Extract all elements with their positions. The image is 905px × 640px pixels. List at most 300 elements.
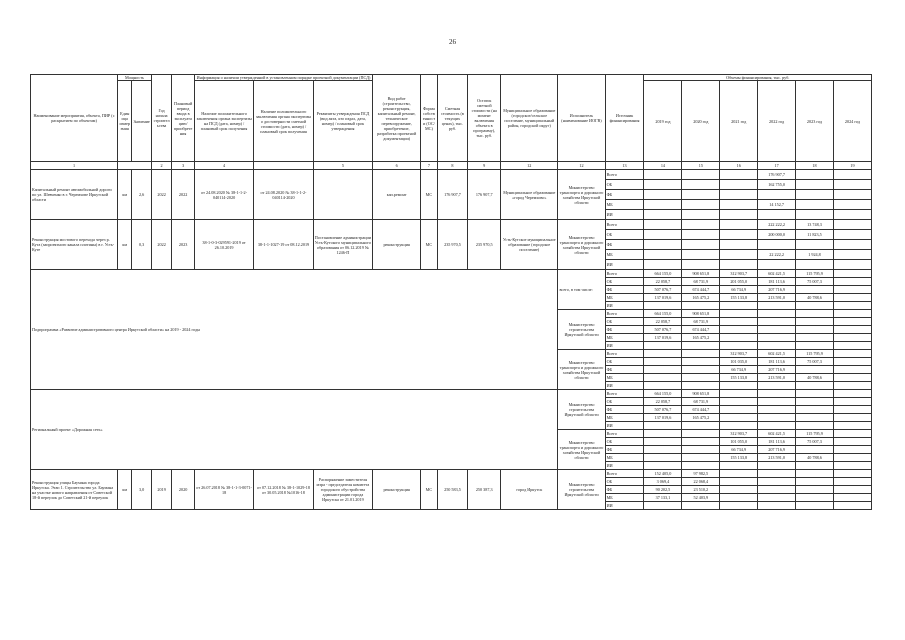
source-cell: ОБ [605, 398, 644, 406]
value-cell [720, 398, 758, 406]
object-municipality: Усть-Кутское муниципальное образование (городское поселение) [501, 220, 558, 270]
value-cell [796, 478, 834, 486]
value-cell: 75 007,3 [796, 358, 834, 366]
value-cell [644, 366, 682, 374]
object-name: Реконструкция улицы Баумана города Иркутска. Этап 1. Строительство ул. Баумана на участке нового направления от Советской 18-й переулок до Советский 21-й переулок [31, 470, 118, 510]
header-positive-concl: Наличие положительного заключения органа экспертизы на ПСД (дата, номер) / плановый срок получения [194, 81, 253, 162]
header-executor: Исполнитель (наименование ИОГВ) [558, 75, 605, 162]
value-cell: 222 222,2 [758, 220, 796, 230]
value-cell [682, 180, 720, 190]
value-cell: 13 748,3 [796, 220, 834, 230]
value-cell: 137 019,6 [644, 414, 682, 422]
regional-project-name: Региональный проект «Дорожная сеть» [31, 390, 558, 470]
value-cell: 312 903,7 [720, 270, 758, 278]
source-cell: МБ [605, 250, 644, 260]
value-cell [682, 502, 720, 510]
value-cell [796, 422, 834, 430]
value-cell [720, 502, 758, 510]
value-cell [833, 454, 871, 462]
col-num: 12 [558, 162, 605, 170]
object-est-cost: 250 583,5 [437, 470, 468, 510]
value-cell [833, 414, 871, 422]
value-cell [833, 438, 871, 446]
value-cell: 40 788,6 [796, 294, 834, 302]
value-cell: 507 076,7 [644, 286, 682, 294]
col-num: 15 [682, 162, 720, 170]
subprogram-name: Подпрограмма «Развитие административного центра Иркутской области» на 2019 - 2024 годы [31, 270, 558, 390]
source-cell: Всего [605, 270, 644, 278]
value-cell [644, 342, 682, 350]
value-cell [833, 334, 871, 342]
header-work-type: Вид работ (строительство, реконструкция, капитальный ремонт, техническое перевооружение, приобретение, разработка проектной документации) [373, 75, 421, 162]
value-cell: 674 444,7 [682, 286, 720, 294]
value-cell [833, 318, 871, 326]
object-executor: Министерство транспорта и дорожного хозяйства Иркутской области [558, 220, 605, 270]
col-num: 18 [796, 162, 834, 170]
value-cell [796, 366, 834, 374]
object-work-type: реконструкция [373, 470, 421, 510]
table-row [31, 170, 872, 180]
header-name: Наименование мероприятия, объекта, ПИР (с раскрытием по объектам) [31, 75, 118, 162]
value-cell [644, 358, 682, 366]
col-num: 16 [720, 162, 758, 170]
source-cell: ФБ [605, 366, 644, 374]
value-cell [682, 302, 720, 310]
header-unit: Единица измерения [118, 81, 132, 162]
value-cell [833, 302, 871, 310]
table-row [31, 470, 872, 478]
value-cell [644, 430, 682, 438]
object-unit: км [118, 220, 132, 270]
value-cell [833, 180, 871, 190]
value-cell [720, 334, 758, 342]
source-cell: ИИ [605, 302, 644, 310]
source-cell: МБ [605, 454, 644, 462]
object-plan-year: 2022 [172, 170, 195, 220]
value-cell: 312 903,7 [720, 430, 758, 438]
object-cost-concl: от 24.08.2020 № 38-1-1-2-040114-2020 [254, 170, 313, 220]
header-plan-year: Плановый период ввода в эксплуатацию/приобретения [172, 75, 195, 162]
value-cell [796, 190, 834, 200]
value-cell [833, 358, 871, 366]
value-cell [833, 406, 871, 414]
source-cell: ИИ [605, 462, 644, 470]
value-cell [720, 406, 758, 414]
source-cell: МБ [605, 494, 644, 502]
value-cell [796, 390, 834, 398]
value-cell: 674 444,7 [682, 326, 720, 334]
value-cell [758, 390, 796, 398]
value-cell [682, 374, 720, 382]
value-cell [720, 382, 758, 390]
object-remaining: 235 970,5 [468, 220, 501, 270]
object-details: Распоряжение заместителя мэра - председателя комитета городского обустройства администрации города Иркутска от 21.01.2019 [313, 470, 372, 510]
value-cell [758, 502, 796, 510]
col-num: 17 [758, 162, 796, 170]
value-cell [796, 302, 834, 310]
source-cell: Всего [605, 220, 644, 230]
value-cell [758, 190, 796, 200]
value-cell: 155 133,8 [720, 454, 758, 462]
object-ownership: МС [421, 170, 437, 220]
source-cell: ОБ [605, 278, 644, 286]
value-cell [833, 430, 871, 438]
value-cell [833, 230, 871, 240]
header-year-2022: 2022 год [758, 81, 796, 162]
source-cell: ФБ [605, 406, 644, 414]
header-source: Источник финансирования [605, 75, 644, 162]
value-cell [644, 422, 682, 430]
value-cell: 22 058,7 [644, 278, 682, 286]
value-cell [796, 286, 834, 294]
value-cell [720, 302, 758, 310]
value-cell [644, 374, 682, 382]
financing-table [30, 74, 872, 510]
value-cell: 11 823,5 [796, 230, 834, 240]
col-num: 5 [313, 162, 372, 170]
value-cell [833, 390, 871, 398]
value-cell [758, 210, 796, 220]
value-cell: 115 795,9 [796, 270, 834, 278]
object-plan-year: 2023 [172, 220, 195, 270]
value-cell: 66 734,9 [720, 366, 758, 374]
value-cell: 40 788,6 [796, 454, 834, 462]
object-work-type: кап.ремонт [373, 170, 421, 220]
value-cell [720, 478, 758, 486]
value-cell [644, 180, 682, 190]
value-cell [682, 200, 720, 210]
source-cell: Всего [605, 390, 644, 398]
value-cell: 200 000,0 [758, 230, 796, 240]
value-cell: 207 716,9 [758, 446, 796, 454]
value-cell [758, 382, 796, 390]
value-cell [682, 462, 720, 470]
object-remaining: 176 907,7 [468, 170, 501, 220]
value-cell [682, 422, 720, 430]
value-cell [720, 342, 758, 350]
value-cell [682, 240, 720, 250]
value-cell [720, 190, 758, 200]
object-cost-concl: от 07.12.2018 № 38-1-1029-18 от 30.05.2018 №1016-18 [254, 470, 313, 510]
value-cell [644, 454, 682, 462]
value-cell [758, 406, 796, 414]
value-cell [758, 470, 796, 478]
header-year-2024: 2024 год [833, 81, 871, 162]
value-cell: 3 069,4 [644, 478, 682, 486]
value-cell [758, 422, 796, 430]
source-cell: ИИ [605, 260, 644, 270]
value-cell [644, 230, 682, 240]
value-cell: 101 035,0 [720, 358, 758, 366]
value-cell: 602 421,5 [758, 270, 796, 278]
value-cell [720, 422, 758, 430]
value-cell [720, 230, 758, 240]
value-cell: 213 591,0 [758, 294, 796, 302]
value-cell [758, 486, 796, 494]
value-cell [758, 302, 796, 310]
source-cell: Всего [605, 350, 644, 358]
value-cell: 908 651,8 [682, 390, 720, 398]
object-concl: от 26.07.2018 № 38-1-1-3-0071-18 [194, 470, 253, 510]
value-cell [833, 478, 871, 486]
value-cell [833, 486, 871, 494]
value-cell [796, 446, 834, 454]
source-cell: Всего [605, 470, 644, 478]
value-cell [833, 494, 871, 502]
value-cell [758, 310, 796, 318]
value-cell [758, 494, 796, 502]
object-executor: Министерство транспорта и дорожного хозяйства Иркутской области [558, 170, 605, 220]
value-cell [796, 200, 834, 210]
col-num: 13 [605, 162, 644, 170]
value-cell: 52 403,9 [682, 494, 720, 502]
header-est-cost: Сметная стоимость (в текущих ценах), тыс. руб. [437, 75, 468, 162]
value-cell [833, 326, 871, 334]
col-num: 9 [468, 162, 501, 170]
value-cell [682, 350, 720, 358]
value-cell: 40 788,6 [796, 374, 834, 382]
value-cell [833, 382, 871, 390]
object-value: 0,3 [132, 220, 151, 270]
object-plan-year: 2020 [172, 470, 195, 510]
source-cell: ОБ [605, 318, 644, 326]
value-cell [644, 190, 682, 200]
source-cell: Всего [605, 170, 644, 180]
object-name: Капитальный ремонт автомобильной дороги по ул. Шевченко в г. Черемхове Иркутской области [31, 170, 118, 220]
source-cell: Всего [605, 430, 644, 438]
value-cell: 312 903,7 [720, 350, 758, 358]
value-cell: 165 475,2 [682, 294, 720, 302]
source-cell: ОБ [605, 358, 644, 366]
value-cell [644, 210, 682, 220]
value-cell [644, 220, 682, 230]
header-ownership: Форма собственности (ОС/МС) [421, 75, 437, 162]
value-cell [682, 382, 720, 390]
value-cell [796, 180, 834, 190]
source-cell: МБ [605, 294, 644, 302]
value-cell: 181 113,6 [758, 438, 796, 446]
value-cell [833, 310, 871, 318]
value-cell [833, 350, 871, 358]
value-cell [833, 502, 871, 510]
executor-cell: Министерство транспорта и дорожного хозяйства Иркутской области [558, 350, 605, 390]
value-cell [644, 170, 682, 180]
object-est-cost: 235 970,5 [437, 220, 468, 270]
value-cell [758, 326, 796, 334]
value-cell [796, 326, 834, 334]
col-num: 1 [31, 162, 118, 170]
col-num: 3 [172, 162, 195, 170]
value-cell [644, 446, 682, 454]
value-cell [720, 170, 758, 180]
value-cell: 602 421,5 [758, 350, 796, 358]
value-cell [833, 342, 871, 350]
value-cell [644, 240, 682, 250]
object-executor: Министерство строительства Иркутской области [558, 470, 605, 510]
value-cell: 22 068,4 [682, 478, 720, 486]
value-cell [644, 250, 682, 260]
value-cell [682, 342, 720, 350]
object-ownership: МС [421, 220, 437, 270]
value-cell [758, 462, 796, 470]
value-cell [644, 350, 682, 358]
value-cell [833, 170, 871, 180]
source-cell: ОБ [605, 230, 644, 240]
executor-cell: Министерство строительства Иркутской области [558, 390, 605, 430]
value-cell: 90 202,5 [644, 486, 682, 494]
object-municipality: город Иркутск [501, 470, 558, 510]
col-num: 7 [421, 162, 437, 170]
value-cell [682, 366, 720, 374]
value-cell: 155 133,8 [720, 374, 758, 382]
value-cell [644, 438, 682, 446]
header-row-1 [31, 75, 872, 81]
value-cell [796, 240, 834, 250]
value-cell [682, 358, 720, 366]
col-num: 19 [833, 162, 871, 170]
col-num: 8 [437, 162, 468, 170]
value-cell [758, 260, 796, 270]
value-cell [682, 220, 720, 230]
col-num: 6 [373, 162, 421, 170]
value-cell [720, 180, 758, 190]
object-name: Реконструкция мостового перехода через р. Кута (запроектного канала плотины) в г. Усть-Куте [31, 220, 118, 270]
value-cell: 22 058,7 [644, 318, 682, 326]
value-cell: 75 007,3 [796, 438, 834, 446]
object-value: 2,6 [132, 170, 151, 220]
value-cell: 115 795,9 [796, 430, 834, 438]
value-cell: 181 113,6 [758, 278, 796, 286]
value-cell [682, 430, 720, 438]
value-cell [720, 260, 758, 270]
executor-cell: Министерство транспорта и дорожного хозяйства Иркутской области [558, 430, 605, 470]
value-cell: 137 019,6 [644, 294, 682, 302]
value-cell [720, 210, 758, 220]
value-cell: 181 113,6 [758, 358, 796, 366]
value-cell [682, 210, 720, 220]
value-cell [682, 454, 720, 462]
value-cell: 213 591,0 [758, 374, 796, 382]
executor-cell: Министерство строительства Иркутской области [558, 310, 605, 350]
value-cell [833, 250, 871, 260]
value-cell [833, 190, 871, 200]
object-details [313, 170, 372, 220]
source-cell: МБ [605, 374, 644, 382]
value-cell [833, 220, 871, 230]
col-num: 4 [194, 162, 253, 170]
value-cell [682, 260, 720, 270]
value-cell: 602 421,5 [758, 430, 796, 438]
header-remaining: Остаток сметной стоимости (на момент включения объекта в программу), тыс. руб. [468, 75, 501, 162]
source-cell: МБ [605, 334, 644, 342]
value-cell [796, 342, 834, 350]
header-municipality: Муниципальное образование (городское/сельское поселение, муниципальный район, городской округ) [501, 75, 558, 162]
value-cell: 176 907,7 [758, 170, 796, 180]
object-remaining: 250 387,3 [468, 470, 501, 510]
value-cell [758, 414, 796, 422]
value-cell: 97 982,5 [682, 470, 720, 478]
value-cell [720, 250, 758, 260]
value-cell [833, 294, 871, 302]
value-cell: 674 444,7 [682, 406, 720, 414]
header-start-year: Год начала строительства [151, 75, 171, 162]
header-value: Значение [132, 81, 151, 162]
value-cell [720, 390, 758, 398]
col-num [118, 162, 152, 170]
table-row [31, 390, 872, 398]
value-cell: 23 510,2 [682, 486, 720, 494]
value-cell [682, 230, 720, 240]
header-cost-concl: Наличие положительного заключения органа экспертизы о достоверности сметной стоимости (дата, номер) / плановый срок получения [254, 81, 313, 162]
value-cell: 101 055,0 [720, 438, 758, 446]
table-row [31, 270, 872, 278]
value-cell [796, 310, 834, 318]
value-cell [758, 240, 796, 250]
value-cell [644, 200, 682, 210]
value-cell: 155 133,8 [720, 294, 758, 302]
value-cell [682, 250, 720, 260]
value-cell: 68 731,9 [682, 398, 720, 406]
value-cell: 664 155,0 [644, 270, 682, 278]
value-cell [796, 414, 834, 422]
value-cell [682, 190, 720, 200]
page-number: 26 [449, 38, 456, 46]
source-cell: ФБ [605, 446, 644, 454]
value-cell [833, 422, 871, 430]
value-cell: 908 651,8 [682, 270, 720, 278]
value-cell [720, 414, 758, 422]
value-cell [833, 462, 871, 470]
value-cell: 75 007,3 [796, 278, 834, 286]
source-cell: ОБ [605, 438, 644, 446]
value-cell: 1 924,8 [796, 250, 834, 260]
header-year-2020: 2020 год [682, 81, 720, 162]
source-cell: ФБ [605, 190, 644, 200]
value-cell: 162 755,0 [758, 180, 796, 190]
value-cell [720, 310, 758, 318]
source-cell: ОБ [605, 478, 644, 486]
value-cell [796, 462, 834, 470]
value-cell [796, 470, 834, 478]
object-concl: от 24.08.2020 № 38-1-1-2-040114-2020 [194, 170, 253, 220]
object-ownership: МС [421, 470, 437, 510]
value-cell [833, 260, 871, 270]
value-cell: 908 651,8 [682, 310, 720, 318]
value-cell [833, 374, 871, 382]
value-cell [720, 470, 758, 478]
value-cell: 22 222,2 [758, 250, 796, 260]
source-cell: ФБ [605, 326, 644, 334]
header-year-2023: 2023 год [796, 81, 834, 162]
col-num: 12 [501, 162, 558, 170]
value-cell [796, 210, 834, 220]
value-cell: 22 058,7 [644, 398, 682, 406]
source-cell: МБ [605, 200, 644, 210]
value-cell: 213 591,0 [758, 454, 796, 462]
source-cell: ФБ [605, 240, 644, 250]
object-cost-concl: 38-1-1-1027-19 от 08.12.2019 [254, 220, 313, 270]
value-cell [758, 398, 796, 406]
value-cell [644, 260, 682, 270]
value-cell [833, 286, 871, 294]
value-cell [833, 366, 871, 374]
value-cell [758, 318, 796, 326]
value-cell [758, 478, 796, 486]
value-cell [682, 446, 720, 454]
value-cell [644, 502, 682, 510]
value-cell [644, 302, 682, 310]
value-cell [796, 260, 834, 270]
